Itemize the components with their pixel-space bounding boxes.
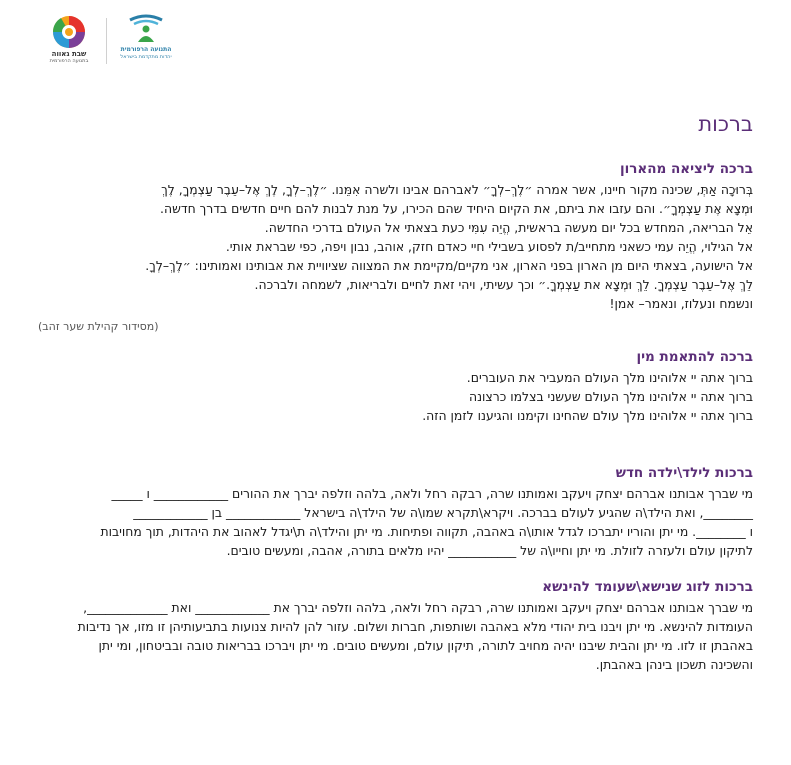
section-title: ברכות לזוג שנישא\שעומד להינשא [542, 579, 753, 595]
text-line: מי שברך אבותנו אברהם יצחק ויעקב ואמותנו שרה, רבקה רחל ולאה, בלהה וזלפה יברך את ההורים ____________ ו _____ [111, 486, 753, 501]
text-line: וּמְצָא אֶת עַצְמְךָ״. והם עזבו את ביתם, את הקיום היחיד שהם הכירו, על מנת לבנות להם חיים חדשים בדרך חדשה. [160, 201, 753, 216]
section-couple [38, 578, 753, 674]
section-title: ברכה להתאמת מין [636, 349, 753, 365]
text-line: ונשמח ונעלוז, ונאמר– אמן! [609, 296, 753, 311]
logo-divider [106, 18, 107, 64]
movement-logo-line2: יהדות מתקדמת בישראל [120, 54, 172, 60]
text-line: באהבתן זו לזו. מי יתן והבית שיבנו יהיה מחויב לתורה, תיקון עולם, ומעשים טובים. מי יתן ויברכו בבריאות טובה ובביטחון, ומי יתן [98, 638, 753, 653]
text-line: אל הישועה, בצאתי היום מן הארון בפני הארון, אני מקיים/מקיימת את המצווה שציוויית את אבותינו ואמותינו: ״לֶךְ–לְךָ. [145, 258, 753, 273]
text-line: בְּרוּכָה אַתְּ, שכינה מקור חיינו, אשר אמרה ״לֶךְ–לְךָ״ לאברהם אבינו ולשרה אִמֵּנו. ״לֶךְ–לְךָ, לֶךְ אֶל–עֵבֶר עַצְמְךָ, לֶךְ [161, 182, 753, 197]
section-gender-affirmation [38, 348, 753, 425]
text-line: אֵל הבריאה, המחדש בכל יום מעשה בראשית, הֱיֵה עִמִּי כעת בצאתי אל העולם בדרכי החדשה. [264, 220, 753, 235]
page-title: ברכות [698, 112, 753, 136]
text-line: ברוך אתה יי אלוהינו מלך עולם שהחינו וקימנו והגיענו לזמן הזה. [422, 408, 753, 423]
text-line: והשכינה תשכון בינהן באהבתן. [595, 657, 753, 672]
text-line: מי שברך אבותנו אברהם יצחק ויעקב ואמותנו שרה, רבקה רחל ולאה, בלהה וזלפה יברך את ____________ ואת _____________, [83, 600, 753, 615]
movement-logo-line1: התנועה הרפורמית [120, 46, 172, 53]
text-line: העומדות להינשא. מי יתן ויבנו בית יהודי מלא באהבה ושותפות, חברות ושלום. עזור להן להיות צנועות בתביעותיהן זו מזו, אך נדיבות [77, 619, 753, 634]
reform-movement-logo [115, 14, 177, 61]
text-line: אל הגילוי, הֱיֵה עמי כשאני מתחייב/ת לפסוע בשבילי חיי כאדם חזק, אוהב, נבון ויפה, כפי שבראת אותי. [225, 239, 753, 254]
section-coming-out [38, 160, 753, 335]
pride-logo-line1: שבת גאווה [51, 50, 87, 58]
pride-swirl-icon [51, 14, 87, 50]
text-line: ברוך אתה יי אלוהינו מלך העולם שעשני בצלמו כרצונה [469, 389, 753, 404]
text-line: לתיקון עולם ולעזרה לזולת. מי יתן וחייו\ה של ___________ יהיו מלאים בתורה, אהבה, ומעשים טובים. [226, 543, 753, 558]
section-title: ברכות לילד\ילדה חדש [615, 465, 753, 481]
text-line: ________, ואת הילד\ה שהגיע לעולם בברכה. ויקרא\תקרא שמו\ה של הילד\ה בישראל ____________ בן ____________ [133, 505, 753, 520]
section-new-child [38, 464, 753, 560]
logo-bar [38, 14, 177, 74]
pride-shabbat-logo [38, 14, 100, 65]
text-line: לֵךְ אֶל–עֵבֶר עַצְמְךָ. לֵךְ וּמְצָא את עַצְמְךָ.״ וכך עשיתי, ויהי זאת לחיים ולבריאות, לשמחה ולברכה. [254, 277, 753, 292]
text-line: ברוך אתה יי אלוהינו מלך העולם המעביר את העוברים. [466, 370, 753, 385]
text-line: ו ________. מי יתן והוריו יתברכו לגדל אותו\ה באהבה, תקווה ופתיחות. מי יתן והילד\ה ת\יגדל לאהוב את היהדות, תוך מחויבות [100, 524, 753, 539]
section-title: ברכה ליציאה מהארון [620, 161, 753, 177]
source-note: (מסידור קהילת שער זהב) [38, 320, 159, 333]
pride-logo-line2: בתנועה הרפורמית [49, 58, 89, 64]
reform-movement-icon [126, 14, 166, 46]
